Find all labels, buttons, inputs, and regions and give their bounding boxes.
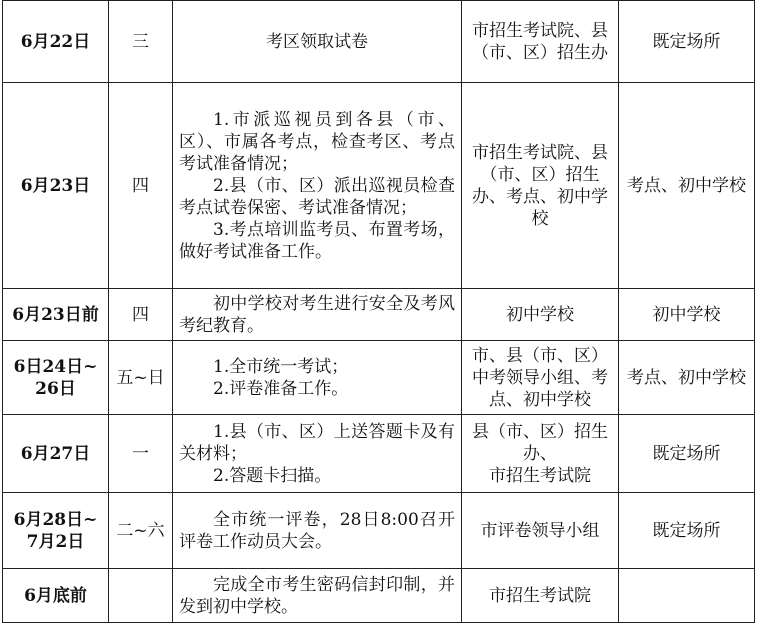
- content-line: 1.全市统一考试；: [213, 356, 349, 377]
- responsible-line: 初中学校: [506, 304, 574, 325]
- date-cell: 6月22日: [3, 1, 109, 83]
- responsible-cell: [462, 341, 619, 415]
- responsible-cell: [462, 493, 619, 569]
- responsible-line: 市招生考试院: [489, 585, 591, 606]
- weekday-cell: 一: [109, 415, 173, 493]
- schedule-table: [2, 0, 755, 623]
- content-cell: [173, 415, 462, 493]
- date-cell: 6月底前: [3, 569, 109, 623]
- content-line: 初中学校对考生进行安全及考风考纪教育。: [179, 293, 455, 336]
- place-cell: [619, 569, 755, 623]
- content-line: 3.考点培训监考员、布置考场，做好考试准备工作。: [179, 219, 455, 262]
- content-cell: [173, 341, 462, 415]
- responsible-cell: [462, 83, 619, 289]
- table-row: [3, 569, 755, 623]
- responsible-cell: [462, 415, 619, 493]
- table-row: [3, 1, 755, 83]
- content-line: 考区领取试卷: [266, 31, 368, 52]
- weekday-cell: 二~六: [109, 493, 173, 569]
- content-line: 完成全市考生密码信封印制，并发到初中学校。: [179, 574, 455, 617]
- date-cell: 6月27日: [3, 415, 109, 493]
- date-cell: 6月28日~7月2日: [3, 493, 109, 569]
- responsible-cell: [462, 1, 619, 83]
- place-cell: 考点、初中学校: [619, 341, 755, 415]
- responsible-line: 市招生考试院: [489, 465, 591, 486]
- content-cell: [173, 289, 462, 341]
- content-cell: [173, 569, 462, 623]
- place-cell: 初中学校: [619, 289, 755, 341]
- content-line: 2.评卷准备工作。: [213, 378, 349, 399]
- table-row: [3, 83, 755, 289]
- responsible-cell: [462, 569, 619, 623]
- responsible-line: 市评卷领导小组: [480, 520, 600, 541]
- responsible-cell: [462, 289, 619, 341]
- weekday-cell: 三: [109, 1, 173, 83]
- date-cell: 6日24日~26日: [3, 341, 109, 415]
- responsible-line: 市招生考试院、县（市、区）招生办: [472, 20, 608, 63]
- weekday-cell: [109, 569, 173, 623]
- content-line: 1.县（市、区）上送答题卡及有关材料；: [179, 421, 455, 464]
- table-row: [3, 415, 755, 493]
- responsible-line: 市、县（市、区）中考领导小组、考点、初中学校: [472, 345, 608, 410]
- table-row: [3, 289, 755, 341]
- content-cell: [173, 83, 462, 289]
- responsible-line: 市招生考试院、县（市、区）招生办、考点、初中学校: [472, 142, 608, 229]
- weekday-cell: 四: [109, 83, 173, 289]
- place-cell: 既定场所: [619, 493, 755, 569]
- place-cell: 考点、初中学校: [619, 83, 755, 289]
- date-cell: 6月23日前: [3, 289, 109, 341]
- weekday-cell: 四: [109, 289, 173, 341]
- content-line: 1.市派巡视员到各县（市、区）、市属各考点，检查考区、考点考试准备情况；: [179, 109, 455, 174]
- content-cell: [173, 493, 462, 569]
- table-row: [3, 341, 755, 415]
- weekday-cell: 五~日: [109, 341, 173, 415]
- content-cell: [173, 1, 462, 83]
- date-cell: 6月23日: [3, 83, 109, 289]
- responsible-line: 县（市、区）招生办、: [472, 421, 608, 464]
- table-row: [3, 493, 755, 569]
- content-line: 全市统一评卷，28日8:00召开评卷工作动员大会。: [179, 509, 455, 552]
- content-line: 2.答题卡扫描。: [213, 465, 332, 486]
- place-cell: 既定场所: [619, 415, 755, 493]
- content-line: 2.县（市、区）派出巡视员检查考点试卷保密、考试准备情况；: [179, 175, 455, 218]
- place-cell: 既定场所: [619, 1, 755, 83]
